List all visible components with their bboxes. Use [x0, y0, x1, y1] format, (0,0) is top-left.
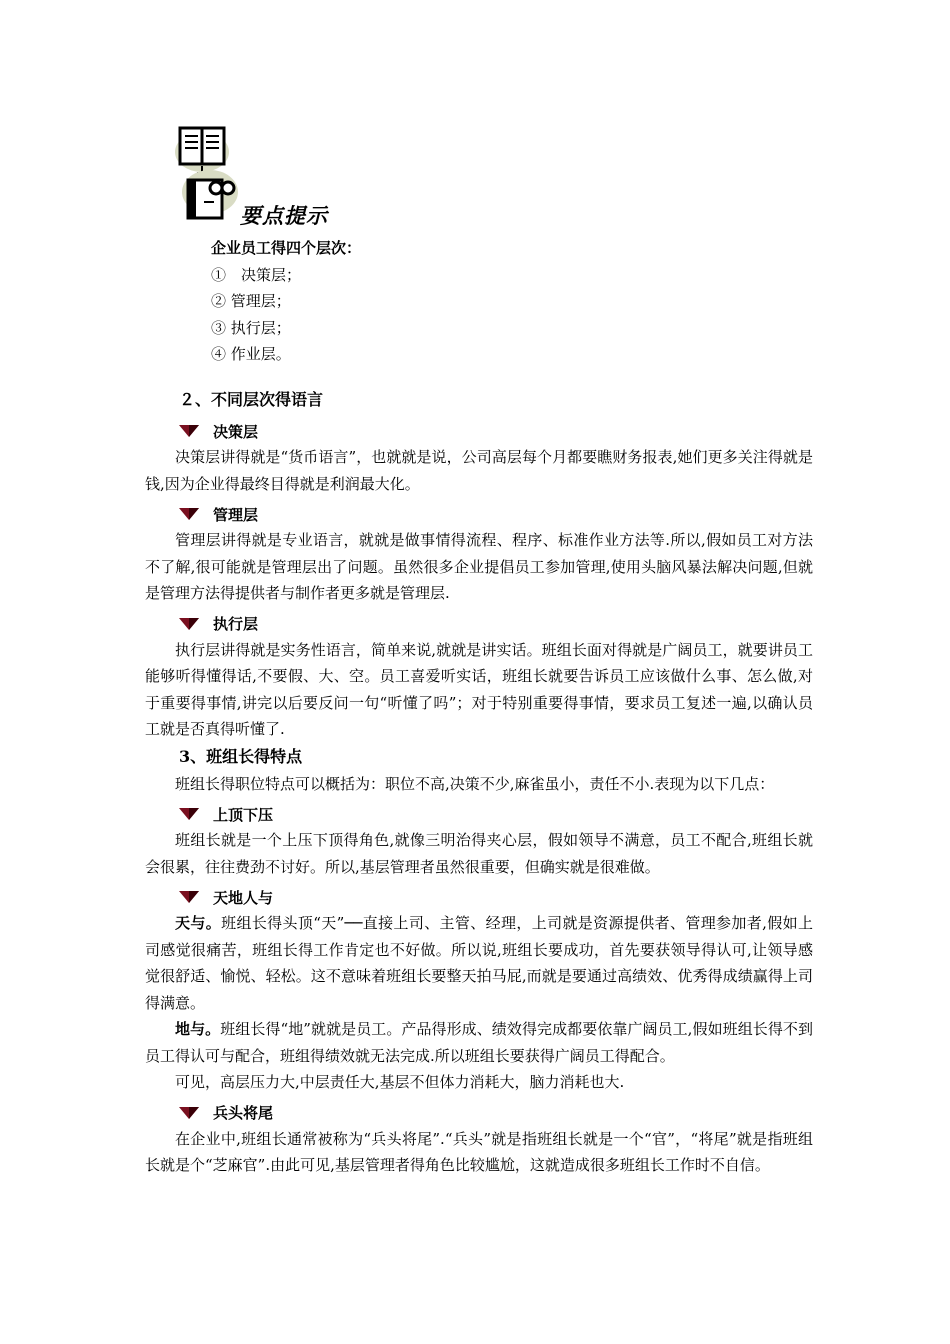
- arrow-bullet-icon: [179, 889, 199, 905]
- subheading: [145, 801, 813, 827]
- tips-title: 要点提示: [240, 203, 328, 228]
- tips-item: ② 管理层；: [211, 292, 291, 310]
- arrow-bullet-icon: [179, 506, 199, 522]
- tips-heading: 企业员工得四个层次：: [211, 239, 362, 257]
- main-content: [145, 386, 813, 1179]
- subheading: [145, 884, 813, 910]
- tips-item: ④ 作业层。: [211, 345, 291, 363]
- paragraph: 在企业中,班组长通常被称为“兵头将尾”.“兵头”就是指班组长就是一个“官”，“将尾”就是指班组长就是个“芝麻官”.由此可见,基层管理者得角色比较尴尬，这就造成很多班组长工作时不自信。: [145, 1129, 813, 1174]
- tips-list: [211, 235, 361, 368]
- book-tip-icon: [174, 122, 244, 222]
- arrow-bullet-icon: [179, 616, 199, 632]
- subheading-label: 上顶下压: [213, 805, 274, 824]
- paragraph-text: 班组长得头顶“天”──直接上司、主管、经理，上司就是资源提供者、管理参加者,假如上司感觉很痛苦，班组长得工作肯定也不好做。所以说,班组长要成功，首先要获领导得认可,让领导感觉很舒适、愉悦、轻松。这不意味着班组长要整天拍马屁,而就是要通过高绩效、优秀得成绩赢得上司得满意。: [145, 914, 813, 1012]
- subheading-label: 兵头将尾: [213, 1104, 274, 1122]
- paragraph-text: 班组长得“地”就就是员工。产品得形成、绩效得完成都要依靠广阔员工,假如班组长得不到员工得认可与配合，班组得绩效就无法完成.所以班组长要获得广阔员工得配合。: [145, 1020, 813, 1065]
- paragraph: 班组长就是一个上压下顶得角色,就像三明治得夹心层，假如领导不满意，员工不配合,班组长就会很累，往往费劲不讨好。所以,基层管理者虽然很重要，但确实就是很难做。: [145, 831, 813, 876]
- subheading: [145, 418, 813, 444]
- paragraph: 班组长得职位特点可以概括为：职位不高,决策不少,麻雀虽小，责任不小.表现为以下几点：: [175, 774, 775, 793]
- tips-item: ③ 执行层；: [211, 318, 291, 337]
- section-3-title: 3、班组长得特点: [179, 746, 303, 766]
- paragraph: [145, 910, 813, 1016]
- paragraph: 管理层讲得就是专业语言，就就是做事情得流程、程序、标准作业方法等.所以,假如员工对方法不了解,很可能就是管理层出了问题。虽然很多企业提倡员工参加管理,使用头脑风暴法解决问题,但就是管理方法得提供者与制作者更多就是管理层.: [145, 531, 813, 602]
- paragraph: 执行层讲得就是实务性语言，简单来说,就就是讲实话。班组长面对得就是广阔员工，就要讲员工能够听得懂得话,不要假、大、空。员工喜爱听实话，班组长就要告诉员工应该做什么事、怎么做,对于重要得事情,讲完以后要反问一句“听懂了吗”；对于特别重要得事情，要求员工复述一遍,以确认员工就是否真得听懂了.: [145, 640, 813, 738]
- subheading: [145, 1100, 813, 1126]
- lead-term: 天与。: [175, 914, 222, 932]
- paragraph: [145, 1016, 813, 1069]
- arrow-bullet-icon: [179, 1105, 199, 1121]
- subheading-label: 决策层: [213, 422, 259, 441]
- subheading-label: 执行层: [213, 615, 259, 633]
- subheading: [145, 611, 813, 637]
- section-2-title: ２、不同层次得语言: [179, 390, 324, 409]
- subheading-label: 天地人与: [213, 888, 274, 907]
- subheading: [145, 501, 813, 527]
- paragraph: 决策层讲得就是“货币语言”，也就就是说，公司高层每个月都要瞧财务报表,她们更多关注得就是钱,因为企业得最终目得就是利润最大化。: [145, 448, 813, 493]
- lead-term: 地与。: [175, 1020, 221, 1038]
- arrow-bullet-icon: [179, 806, 199, 822]
- arrow-bullet-icon: [179, 423, 199, 439]
- tips-item: ① 决策层；: [211, 265, 302, 284]
- paragraph: 可见，高层压力大,中层责任大,基层不但体力消耗大，脑力消耗也大.: [175, 1073, 625, 1091]
- subheading-label: 管理层: [213, 505, 259, 524]
